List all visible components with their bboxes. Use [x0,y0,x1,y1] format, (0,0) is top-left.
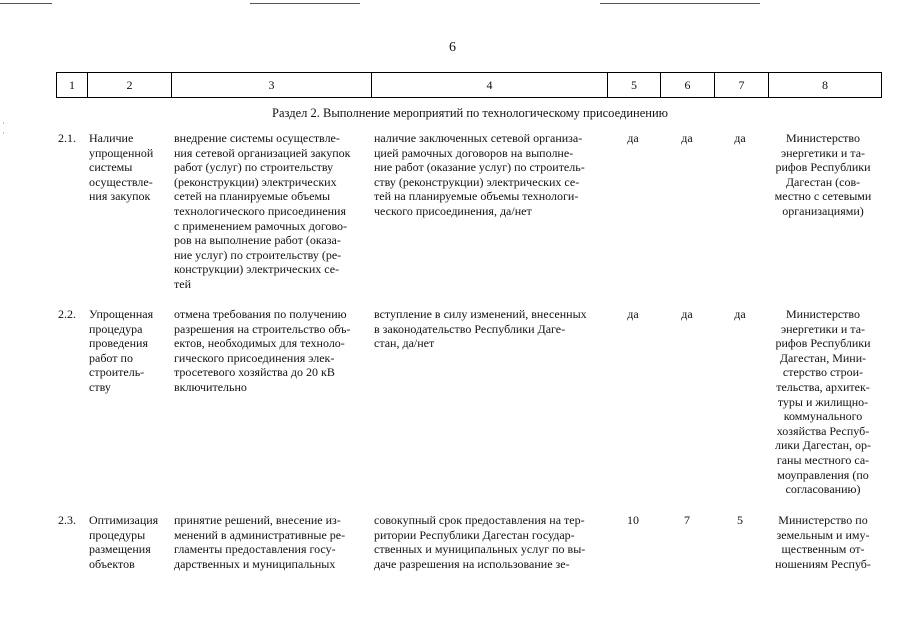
row-name: Наличие упрощенной системы осуществле- ния закупок [89,131,154,204]
row-value-5: 10 [627,513,639,527]
row-name: Упрощенная процедура проведения работ по строитель- ству [89,307,154,394]
column-header-2: 2 [88,73,172,97]
row-value-7: да [734,307,746,321]
column-header-3: 3 [172,73,372,97]
row-number: 2.2. [58,307,76,321]
column-header-8: 8 [769,73,882,97]
row-measure: отмена требования по получению разрешения на строительство объ- ектов, необходимых для техноло- гического присоединения элек- тросетевого хозяйства до 20 кВ включительно [174,307,351,394]
row-indicator: совокупный срок предоставления на тер- ритории Республики Дагестан государ- ственных и муниципальных услуг по вы- даче разрешения на использование зе- [374,513,586,571]
top-edge-rule [0,3,52,4]
row-number: 2.3. [58,513,76,527]
row-value-5: да [627,307,639,321]
row-responsible: Министерство энергетики и та- рифов Республики Дагестан, Мини- стерство строи- тельства, архитек- туры и жилищно- коммунального хозяйства Респуб- лики Дагестан, ор- ганы местного са- моуправления (по согласованию) [774,307,872,497]
row-measure: принятие решений, внесение из- менений в административные ре- гламенты предоставления госу- дарственных и муниципальных [174,513,346,571]
row-value-7: 5 [737,513,743,527]
page-number: 6 [449,40,456,55]
row-value-6: да [681,131,693,145]
column-header-7: 7 [715,73,769,97]
margin-mark: · [2,118,5,128]
margin-mark: · [2,128,5,138]
row-responsible: Министерство по земельным и иму- щественным от- ношениям Респуб- [775,513,871,571]
row-value-6: да [681,307,693,321]
row-responsible: Министерство энергетики и та- рифов Республики Дагестан (сов- местно с сетевыми организациями) [774,131,872,218]
table-header-row [56,72,882,98]
row-number: 2.1. [58,131,76,145]
row-name: Оптимизация процедуры размещения объектов [89,513,159,571]
row-value-7: да [734,131,746,145]
row-measure: внедрение системы осуществле- ния сетевой организацией закупок работ (услуг) по строительству (реконструкции) электрических сетей на планируемые объемы технологического присоединения с применением рамочных догово- ров на выполнение работ (оказа- ние услуг) по строительству (ре- конструкции) электрических се- тей [174,131,351,291]
row-value-5: да [627,131,639,145]
row-value-6: 7 [684,513,690,527]
column-header-4: 4 [372,73,608,97]
column-header-5: 5 [608,73,661,97]
section-title: Раздел 2. Выполнение мероприятий по технологическому присоединению [272,106,668,120]
top-edge-rule [600,3,760,4]
row-indicator: наличие заключенных сетевой организа- цией рамочных договоров на выполне- ние работ (оказание услуг) по строитель- ству (реконструкции) электрических се- тей на планируемые объемы технологи- ческого присоединения, да/нет [374,131,585,218]
column-header-1: 1 [57,73,88,97]
top-edge-rule [250,3,360,4]
column-header-6: 6 [661,73,715,97]
row-indicator: вступление в силу изменений, внесенных в законодательство Республики Даге- стан, да/нет [374,307,587,351]
